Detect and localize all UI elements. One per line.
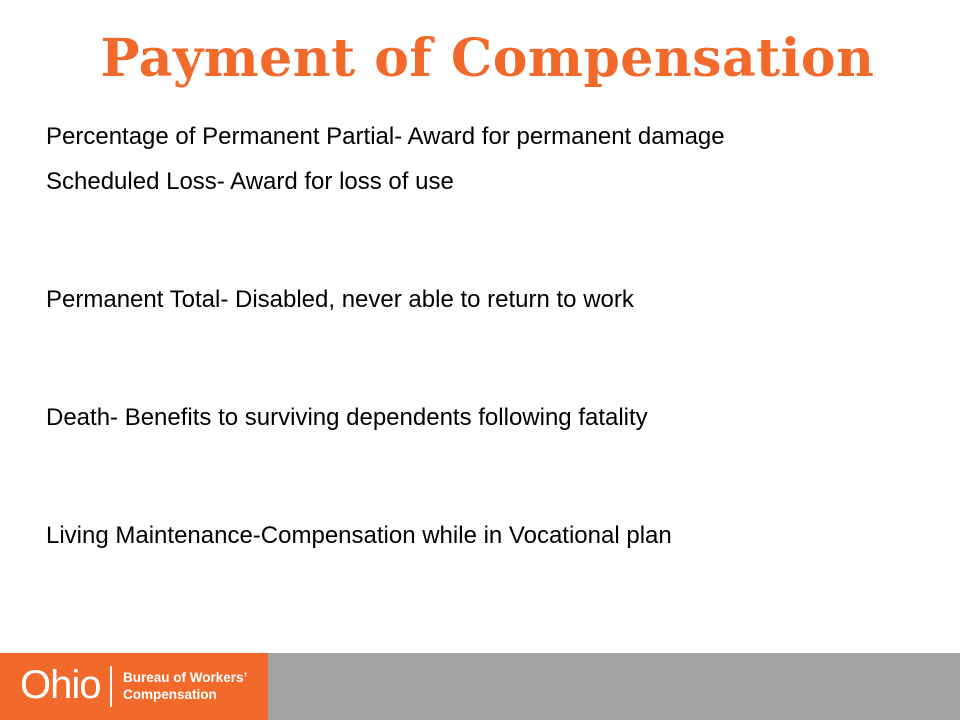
agency-name-line-2: Compensation [123,687,217,702]
bullet-item: Death- Benefits to surviving dependents following fatality [46,404,648,431]
agency-name [123,669,247,703]
logo-divider [110,666,112,707]
ohio-wordmark: Ohio [20,663,101,707]
bullet-item: Percentage of Permanent Partial- Award for permanent damage [46,123,725,150]
agency-name-line-1: Bureau of Workers’ [123,670,248,685]
slide-title: Payment of Compensation [100,28,875,89]
footer-bar [0,653,960,720]
bullet-item: Scheduled Loss- Award for loss of use [46,168,454,195]
ohio-bwc-logo [0,653,268,720]
bullet-list [46,118,906,554]
bullet-item: Permanent Total- Disabled, never able to return to work [46,286,634,313]
bullet-item: Living Maintenance-Compensation while in Vocational plan [46,522,672,549]
